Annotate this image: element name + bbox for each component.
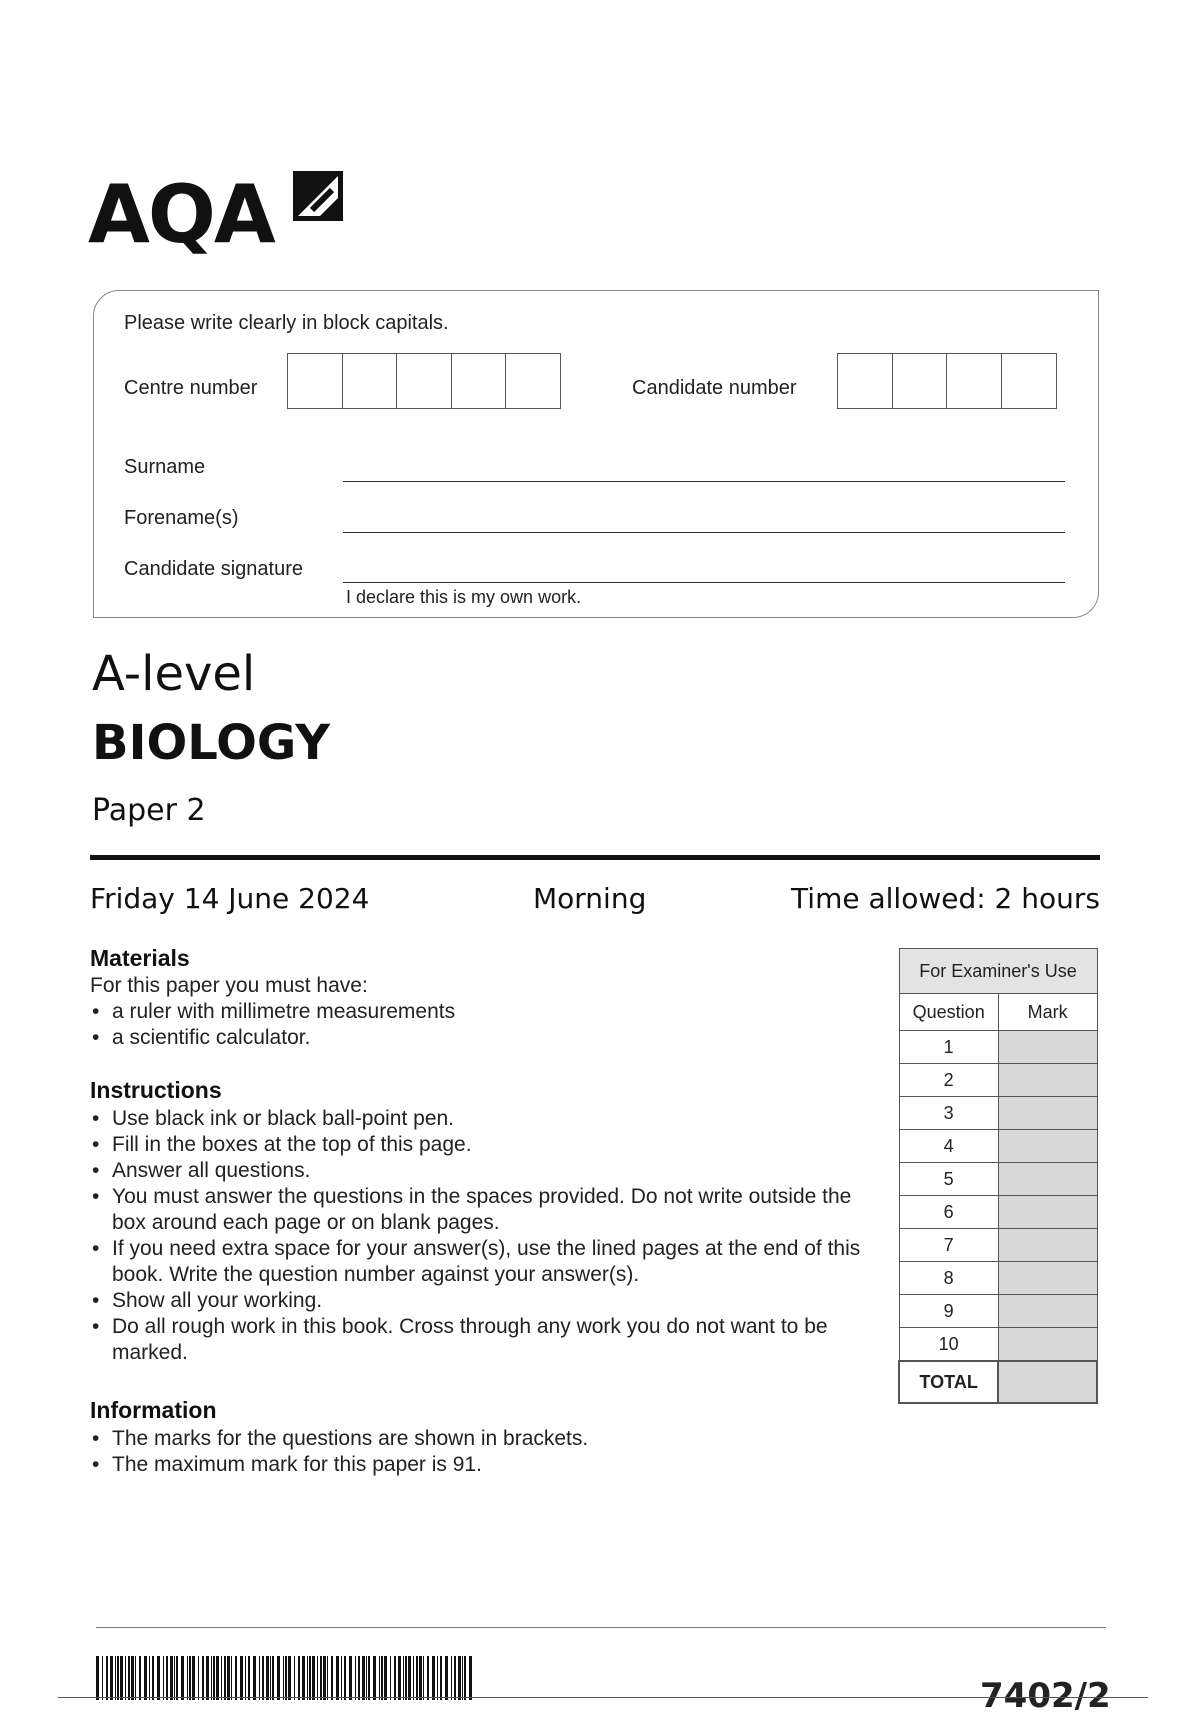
declaration-text: I declare this is my own work. <box>346 587 582 607</box>
candidate-digit-box[interactable] <box>892 353 948 409</box>
question-number: 5 <box>899 1163 998 1196</box>
mark-cell <box>998 1097 1097 1130</box>
surname-field[interactable] <box>343 481 1065 482</box>
table-row <box>899 1064 1097 1097</box>
list-item: • Fill in the boxes at the top of this page. <box>90 1132 870 1158</box>
table-row <box>899 1262 1097 1295</box>
exam-session: Morning <box>533 882 647 915</box>
list-item: • a ruler with millimetre measurements <box>90 999 850 1025</box>
candidate-digit-box[interactable] <box>837 353 893 409</box>
logo-text: AQA <box>88 168 274 261</box>
instructions-list <box>90 1106 870 1366</box>
mark-cell <box>998 1031 1097 1064</box>
time-allowed: Time allowed: 2 hours <box>791 882 1100 915</box>
candidate-number-label: Candidate number <box>632 377 797 399</box>
total-mark-cell <box>998 1361 1097 1403</box>
question-number: 3 <box>899 1097 998 1130</box>
subject-title: BIOLOGY <box>92 715 331 771</box>
materials-heading: Materials <box>90 945 190 971</box>
centre-digit-box[interactable] <box>451 353 507 409</box>
mark-cell <box>998 1163 1097 1196</box>
footer-divider <box>96 1627 1106 1628</box>
paper-number: Paper 2 <box>92 793 206 828</box>
question-number: 10 <box>899 1328 998 1362</box>
centre-digit-box[interactable] <box>342 353 398 409</box>
list-item: • The marks for the questions are shown in brackets. <box>90 1426 870 1452</box>
mark-cell <box>998 1229 1097 1262</box>
title-divider <box>90 855 1100 860</box>
candidate-digit-box[interactable] <box>946 353 1002 409</box>
list-item: • Answer all questions. <box>90 1158 870 1184</box>
candidate-number-boxes[interactable] <box>837 353 1055 409</box>
exam-date: Friday 14 June 2024 <box>90 882 370 915</box>
table-row <box>899 1328 1097 1362</box>
question-column-header: Question <box>899 994 998 1031</box>
forename-field[interactable] <box>343 532 1065 533</box>
signature-field[interactable] <box>343 582 1065 583</box>
mark-cell <box>998 1130 1097 1163</box>
information-list <box>90 1426 870 1478</box>
candidate-digit-box[interactable] <box>1001 353 1057 409</box>
signature-label: Candidate signature <box>124 558 304 580</box>
mark-cell <box>998 1196 1097 1229</box>
question-number: 1 <box>899 1031 998 1064</box>
list-item: • a scientific calculator. <box>90 1025 850 1051</box>
aqa-logo <box>88 150 358 270</box>
mark-column-header: Mark <box>998 994 1097 1031</box>
question-number: 4 <box>899 1130 998 1163</box>
table-row <box>899 1097 1097 1130</box>
question-number: 8 <box>899 1262 998 1295</box>
page-bottom-line <box>58 1697 1148 1698</box>
list-item: • Do all rough work in this book. Cross through any work you do not want to be marked. <box>90 1314 870 1366</box>
total-label: TOTAL <box>899 1361 998 1403</box>
information-heading: Information <box>90 1397 217 1423</box>
list-item: • The maximum mark for this paper is 91. <box>90 1452 870 1478</box>
materials-list <box>90 999 850 1051</box>
instructions-heading: Instructions <box>90 1077 222 1103</box>
examiner-use-table <box>898 948 1098 1404</box>
materials-intro: For this paper you must have: <box>90 974 368 997</box>
table-row <box>899 1295 1097 1328</box>
centre-digit-box[interactable] <box>396 353 452 409</box>
question-number: 7 <box>899 1229 998 1262</box>
table-row <box>899 1031 1097 1064</box>
table-row <box>899 1229 1097 1262</box>
qualification-level: A-level <box>92 646 256 702</box>
block-capitals-instruction: Please write clearly in block capitals. <box>124 312 449 334</box>
centre-number-boxes[interactable] <box>287 353 560 409</box>
question-number: 9 <box>899 1295 998 1328</box>
list-item: • Use black ink or black ball-point pen. <box>90 1106 870 1132</box>
list-item: • If you need extra space for your answer(s), use the lined pages at the end of this book. Write the question number against your answer(s). <box>90 1236 870 1288</box>
mark-cell <box>998 1262 1097 1295</box>
mark-cell <box>998 1328 1097 1362</box>
centre-digit-box[interactable] <box>287 353 343 409</box>
table-row <box>899 1163 1097 1196</box>
mark-cell <box>998 1064 1097 1097</box>
list-item: • You must answer the questions in the spaces provided. Do not write outside the box around each page or on blank pages. <box>90 1184 870 1236</box>
surname-label: Surname <box>124 456 206 478</box>
centre-number-label: Centre number <box>124 377 258 399</box>
table-row <box>899 1130 1097 1163</box>
logo-mark-icon <box>290 168 346 224</box>
table-row <box>899 1196 1097 1229</box>
question-number: 6 <box>899 1196 998 1229</box>
paper-code: 7402/2 <box>980 1676 1111 1716</box>
forename-label: Forename(s) <box>124 507 239 529</box>
mark-cell <box>998 1295 1097 1328</box>
question-number: 2 <box>899 1064 998 1097</box>
list-item: • Show all your working. <box>90 1288 870 1314</box>
total-row <box>899 1361 1097 1403</box>
examiner-table-title: For Examiner's Use <box>899 949 1097 994</box>
barcode-image <box>96 1656 476 1700</box>
centre-digit-box[interactable] <box>505 353 561 409</box>
